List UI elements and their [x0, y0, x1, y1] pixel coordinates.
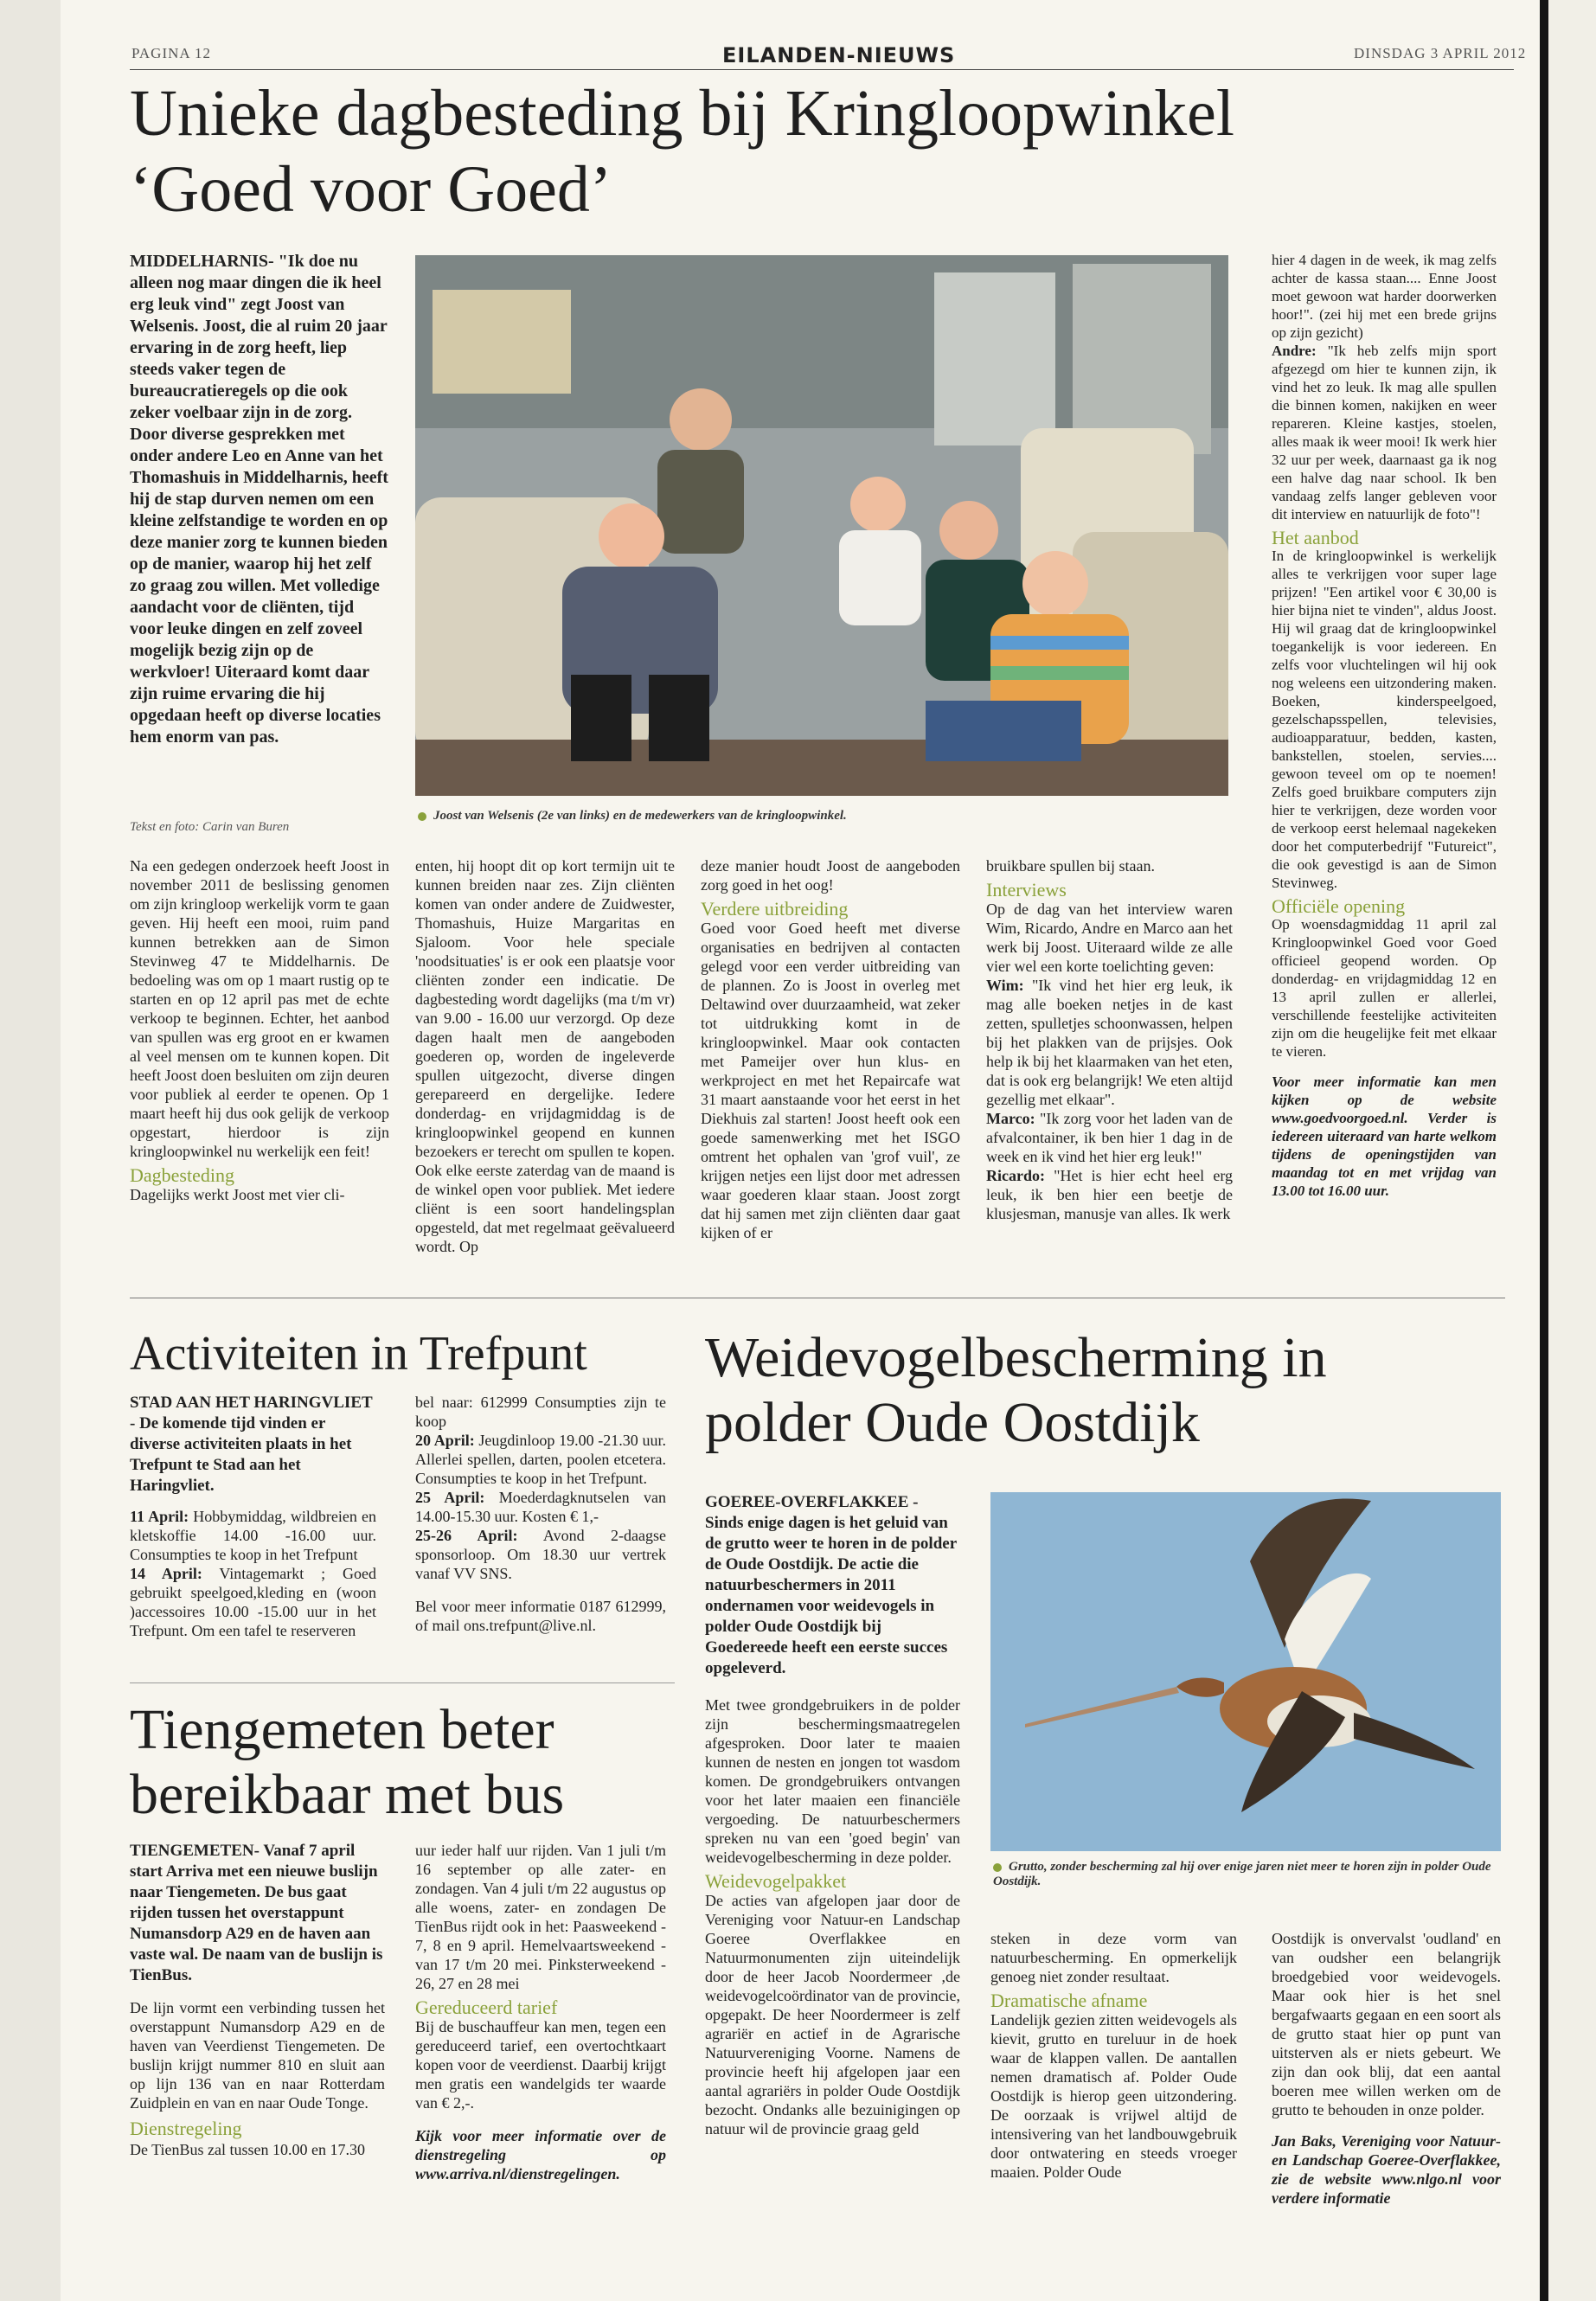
article1-col5-text3: Op woensdagmiddag 11 april zal Kringloopwinkel Goed voor Goed officieel geopend worden. Op donderdag- en vrijdagmiddag 12 en 13 april zullen er allerlei, verschillende feestelijke activiteiten zijn om die heugelijke feit met elkaar te vieren.	[1272, 916, 1497, 1060]
staff-photo-illustration	[415, 255, 1228, 796]
newspaper-logo: EILANDEN-NIEUWS	[722, 43, 956, 67]
article3-title-line2: bereikbaar met bus	[130, 1763, 565, 1826]
article1-col1	[130, 856, 389, 1204]
article1-caption-text: Joost van Welsenis (2e van links) en de medewerkers van de kringloopwinkel.	[433, 809, 847, 823]
article1-col2: enten, hij hoopt dit op kort termijn uit te kunnen breiden naar zes. Zijn cliënten komen van onder andere de Zuidwester, Thomashuis, Huize Margaritas en Sjaloom. Voor hele speciale 'noodsituaties' is er ook een plaatsje voor cliënten zonder een indicatie. De dagbesteding wordt dagelijks (ma t/m vr) van 9.00 - 16.00 uur verzorgd. Op deze dagen haalt men de aangeboden goederen op, worden de ingeleverde spullen uitgezocht, diverse dingen gerepareerd en dergelijke. Iedere donderdag- en vrijdagmiddag is de kringloopwinkel geopend en kunnen bezoekers er terecht om spullen te kopen. Ook elke eerste zaterdag van de maand is de winkel open voor publiek. Met iedere cliënt is een soort handelingsplan opgesteld, dat met regelmaat geëvalueerd wordt. Op	[415, 857, 675, 1255]
subhead-gereduceerd-tarief: Gereduceerd tarief	[415, 1997, 558, 2018]
subhead-weidevogelpakket: Weidevogelpakket	[705, 1870, 847, 1892]
wim-quote: "Ik vind het hier erg leuk, ik mag alle boeken netjes in de kast zetten, spulletjes schoonwassen, helpen bij het plakken van de prijsjes. Ook help ik bij het klaarmaken van het eten, dat is ook erg belangrijk! We eten altijd gezellig met elkaar".	[986, 977, 1233, 1108]
article1-col5	[1272, 251, 1497, 1200]
interview-wim	[986, 976, 1233, 1109]
header-rule	[130, 69, 1514, 70]
article2-title: Activiteiten in Trefpunt	[130, 1327, 587, 1381]
kringloop-staff-photo	[415, 255, 1228, 796]
article1-footer: Voor meer informatie kan men kijken op de website www.goedvoorgoed.nl. Verder is iedereen uiteraard van harte welkom tijdens de openingstijden van maandag tot en met vrijdag van 13.00 tot 16.00 uur.	[1272, 1074, 1497, 1199]
trefpunt-item-25-26-april	[415, 1526, 666, 1583]
trefpunt-item-20-april	[415, 1431, 666, 1488]
article1-credit: Tekst en foto: Carin van Buren	[130, 820, 290, 834]
item5-text: Avond 2-daagse sponsorloop. Om 18.30 uur vertrek vanaf VV SNS.	[415, 1527, 666, 1582]
article1-col3-text2: Goed voor Goed heeft met diverse organisaties en bedrijven al contacten gelegd voor een verder uitbreiding van de plannen. Zo is Joost in overleg met Deltawind over duurzaamheid, wat zeker tot uitdrukking komt in de kringloopwinkel. Maar ook contacten met Pameijer over hun klus- en werkproject en met het Repaircafe wat 31 maart aanstaande voor het eerst in het Diekhuis zal starten! Joost heeft ook een goede samenwerking met het ISGO omtrent het ophalen van 'grof vuil', ze krijgen netjes een lijst door met adressen waar goederen klaar staan. Joost zorgt dat hij samen met zijn cliënten daar gaat kijken of er	[701, 920, 960, 1241]
article1-title-line1: Unieke dagbesteding bij Kringloopwinkel	[130, 77, 1234, 150]
article3-lead: TIENGEMETEN- Vanaf 7 april start Arriva met een nieuwe buslijn naar Tiengemeten. De bus gaat rijden tussen het overstappunt Numansdorp A29 en de haven aan vaste wal. De naam van de buslijn is TienBus.	[130, 1842, 383, 1984]
wim-label: Wim:	[986, 977, 1024, 994]
article2-lead: STAD AAN HET HARINGVLIET - De komende tijd vinden er diverse activiteiten plaats in het Trefpunt te Stad aan het Haringvliet.	[130, 1394, 373, 1495]
trefpunt-item-25-april	[415, 1488, 666, 1526]
item5-label: 25-26 April:	[415, 1527, 518, 1544]
article2-footer: Bel voor meer informatie 0187 612999, of mail ons.trefpunt@live.nl.	[415, 1598, 666, 1634]
subhead-het-aanbod: Het aanbod	[1272, 527, 1359, 548]
page-binding-shadow	[1540, 0, 1548, 2301]
grutto-photo	[990, 1492, 1501, 1851]
marco-label: Marco:	[986, 1110, 1035, 1127]
article4-col2-text: steken in deze vorm van natuurbescherming. En opmerkelijk genoeg niet zonder resultaat.	[990, 1930, 1237, 1985]
article3-col1-text2: De TienBus zal tussen 10.00 en 17.30	[130, 2141, 365, 2158]
trefpunt-item-11-april	[130, 1507, 376, 1564]
item4-label: 25 April:	[415, 1489, 485, 1506]
subhead-dagbesteding: Dagbesteding	[130, 1164, 234, 1186]
article4-col2-text2: Landelijk gezien zitten weidevogels als kievit, grutto en tureluur in de hoek waar de klappen vallen. De aantallen nemen dramatisch af. Polder Oude Oostdijk is hierop geen uitzondering. De oorzaak is vrijwel altijd de intensivering van het landbouwgebruik door ontwatering en steeds vroeger maaien. Polder Oude	[990, 2011, 1237, 2181]
ricardo-quote: "Het is hier echt heel erg leuk, ik ben hier een beetje de klusjesman, manusje van alles. Ik werk	[986, 1167, 1234, 1222]
article4-col2	[990, 1929, 1237, 2182]
article1-photo-caption	[418, 809, 1222, 824]
subhead-verdere-uitbreiding: Verdere uitbreiding	[701, 898, 849, 920]
article1-col4-text: bruikbare spullen bij staan.	[986, 857, 1155, 875]
grutto-bird-illustration	[990, 1492, 1501, 1851]
article4-col1-text: Met twee grondgebruikers in de polder zijn beschermingsmaatregelen afgesproken. Door later te maaien kunnen de nesten en jongen tot wasdom komen. De grondgebruikers ontvangen voor het later maaien een financiële vergoeding. De natuurbeschermers spreken nu van een 'goed begin' van weidevogelbescherming in deze polder.	[705, 1696, 960, 1866]
article3-title-line1: Tiengemeten beter	[130, 1698, 554, 1761]
andre-label: Andre:	[1272, 343, 1317, 359]
trefpunt-item-14-april	[130, 1564, 376, 1640]
page-left-margin	[0, 0, 61, 2301]
article4-title-line2: polder Oude Oostdijk	[705, 1391, 1200, 1454]
interviews-intro: Op de dag van het interview waren Wim, Ricardo, Andre en Marco aan het werk bij Joost. Uiteraard wilde ze alle vier wel een korte toelichting geven:	[986, 901, 1233, 975]
article1-lead: MIDDELHARNIS- "Ik doe nu alleen nog maar dingen die ik heel erg leuk vind" zegt Joost van Welsenis. Joost, die al ruim 20 jaar ervaring in de zorg heeft, liep steeds vaker tegen de bureaucratieregels op die ook zeker voelbaar zijn in de zorg. Door diverse gesprekken met onder andere Leo en Anne van het Thomashuis in Middelharnis, heeft hij de stap durven nemen om een kleine zelfstandige te worden en op deze manier zorg te kunnen bieden op de manier, waarop hij het zelf zo graag zou willen. Met volledige aandacht voor de cliënten, tijd voor leuke dingen en zelf zoveel mogelijk bezig zijn op de werkvloer! Uiteraard komt daar zijn ruime ervaring die hij opgedaan heeft op diverse locaties hem enorm van pas.	[130, 252, 388, 747]
article1-col4	[986, 856, 1233, 1223]
article3-col1	[130, 1841, 385, 2159]
article1-col1-text: Na een gedegen onderzoek heeft Joost in november 2011 de beslissing genomen om zijn kringloop werkelijk vorm te gaan geven. Hij heeft een mooi, ruim pand kunnen betrekken aan de Simon Stevinweg 47 te Middelharnis. De bedoeling was om op 1 maart rustig op te starten en op 12 april pas met de echte verkoop te beginnen. Echter, het aanbod van spullen was erg groot en er kwamen al veel mensen om te kunnen kopen. Dit heeft Joost doen besluiten om zijn deuren voor publiek al eerder te openen. Op 1 maart heeft hij dus ook gelijk de verkoop opgestart, hierdoor is zijn kringloopwinkel nu werkelijk een feit!	[130, 857, 389, 1160]
andre-quote: "Ik heb zelfs mijn sport afgezegd om hier te kunnen zijn, ik vind het zo leuk. Ik mag alle spullen die binnen komen, nakijken en weer repareren. Kleine kastjes, stoelen, alles maak ik weer mooi! Ik werk hier 32 uur per week, daarnaast ga ik nog een halve dag naar school. Ik ben vandaag zelfs langer gebleven voor dit interview en natuurlijk de foto"!	[1272, 343, 1497, 522]
article1-col5-text: hier 4 dagen in de week, ik mag zelfs achter de kassa staan.... Enne Joost moet gewoon wat harder doorwerken hoor!". (zei hij met een brede grijns op zijn gezicht)	[1272, 252, 1497, 341]
article1-col1-text2: Dagelijks werkt Joost met vier cli-	[130, 1186, 345, 1203]
article4-col1	[705, 1695, 960, 2138]
ricardo-label: Ricardo:	[986, 1167, 1045, 1184]
subhead-dienstregeling: Dienstregeling	[130, 2118, 242, 2139]
caption-bullet-icon	[993, 1863, 1002, 1872]
article4-col1-text2: De acties van afgelopen jaar door de Vereniging voor Natuur-en Landschap Goeree Overflakkee en Natuurmonumenten zijn uiteindelijk door de heer Jacob Noordermeer ,de weidevogelcoördinator van de provincie, opgepakt. De heer Noordermeer is zelf agrariër en actief in de Agrarische Natuurvereniging Voorne. Namens de provincie heeft hij afgelopen jaar een aantal agrariërs in polder Oude Oostdijk bezocht. Ondanks alle bezuinigingen op natuur wil de provincie graag geld	[705, 1892, 960, 2138]
article4-footer: Jan Baks, Vereniging voor Natuur- en Landschap Goeree-Overflakkee, zie de website www.nlgo.nl voor verdere informatie	[1272, 2132, 1501, 2207]
article2-col2	[415, 1393, 666, 1635]
item3-label: 20 April:	[415, 1432, 475, 1449]
article4-col3-text: Oostdijk is onvervalst 'oudland' en van oudsher een belangrijk broedgebied voor weidevogels. Maar ook hier is het snel bergafwaarts gegaan en een soort als de grutto staat hier op punt van uitsterven als er niets gebeurt. We zijn dan ook blij, dat een aantal boeren mee willen werken om de grutto te behouden in onze polder.	[1272, 1930, 1501, 2118]
article1-title-line2: ‘Goed voor Goed’	[130, 153, 612, 226]
article3-footer: Kijk voor meer informatie over de dienstregeling op www.arriva.nl/dienstregelingen.	[415, 2127, 666, 2182]
article2-col1	[130, 1393, 376, 1640]
caption-bullet-icon	[418, 812, 426, 821]
item1-text: Hobbymiddag, wildbreien en kletskoffie 14.00 -16.00 uur. Consumpties te koop in het Trefpunt	[130, 1508, 376, 1563]
article3-divider	[130, 1682, 675, 1683]
article4-title-line1: Weidevogelbescherming in	[705, 1326, 1327, 1389]
interview-ricardo	[986, 1166, 1233, 1223]
interview-marco	[986, 1109, 1233, 1166]
subhead-officiele-opening: Officiële opening	[1272, 895, 1406, 917]
page-label: PAGINA 12	[131, 45, 211, 61]
article3-col1-text: De lijn vormt een verbinding tussen het overstappunt Numansdorp A29 en de haven van Veerdienst Tiengemeten. De buslijn krijgt nummer 810 en sluit aan op lijn 136 van en naar Rotterdam Zuidplein en van en naar Oude Tonge.	[130, 1999, 385, 2112]
article4-col3	[1272, 1929, 1501, 2208]
article3-col2	[415, 1841, 666, 2183]
article2-col2-text: bel naar: 612999 Consumpties zijn te koop	[415, 1394, 666, 1430]
item3-text: Jeugdinloop 19.00 -21.30 uur. Allerlei spellen, darten, poolen etcetera. Consumpties te koop in het Trefpunt.	[415, 1432, 666, 1487]
item1-label: 11 April:	[130, 1508, 189, 1525]
issue-date: DINSDAG 3 APRIL 2012	[1354, 45, 1527, 61]
subhead-dramatische-afname: Dramatische afname	[990, 1990, 1148, 2011]
item2-text: Vintagemarkt ; Goed gebruikt speelgoed,kleding en (woon )accessoires 10.00 -15.00 uur in het Trefpunt. Om een tafel te reserveren	[130, 1565, 376, 1639]
subhead-interviews: Interviews	[986, 879, 1067, 901]
marco-quote: "Ik zorg voor het laden van de afvalcontainer, ik ben hier 1 dag in de week en ik vind het hier erg leuk!"	[986, 1110, 1233, 1165]
interview-andre	[1272, 342, 1497, 523]
article1-col3-text: deze manier houdt Joost de aangeboden zorg goed in het oog!	[701, 857, 960, 894]
item2-label: 14 April:	[130, 1565, 202, 1582]
article3-col2-text2: Bij de buschauffeur kan men, tegen een gereduceerd tarief, een overtochtkaart kopen voor de veerdienst. Daarbij krijgt men gratis een wandelgids ter waarde van € 2,-.	[415, 2018, 666, 2112]
article1-col3	[701, 856, 960, 1242]
article3-col2-text: uur ieder half uur rijden. Van 1 juli t/m 16 september op alle zater- en zondagen. Van 4 juli t/m 22 augustus op alle woens, zater- en zondagen De TienBus rijdt ook in het: Paasweekend - 7, 8 en 9 april. Hemelvaartsweekend - van 17 t/m 20 mei. Pinksterweekend - 26, 27 en 28 mei	[415, 1842, 666, 1992]
article4-lead: GOEREE-OVERFLAKKEE - Sinds enige dagen is het geluid van de grutto weer te horen in de polder de Oude Oostdijk. De actie die natuurbeschermers in 2011 ondernamen voor weidevogels in polder Oude Oostdijk bij Goedereede heeft een eerste succes opgeleverd.	[705, 1493, 957, 1677]
item4-text: Moederdagknutselen van 14.00-15.30 uur. Kosten € 1,-	[415, 1489, 666, 1525]
article1-col5-text2: In de kringloopwinkel is werkelijk alles te verkrijgen voor super lage prijzen! "Een artikel voor € 30,00 is hier bijna niet te vinden", aldus Joost. Hij wil graag dat de kringloopwinkel toegankelijk is voor iedereen. En zelfs voor vluchtelingen wil hij ook nog weleens een uitzondering maken. Boeken, kinderspeelgoed, gezelschapsspellen, televisies, audioapparatuur, bedden, kasten, bankstellen, stoelen, servies.... gewoon teveel om op te noemen! Zelfs goed bruikbare computers zijn hier te verkrijgen, deze worden voor de verkoop eerst helemaal nagekeken door het computerbedrijf "Futureict", die ook gevestigd is aan de Simon Stevinweg.	[1272, 548, 1497, 891]
article4-caption-text: Grutto, zonder bescherming zal hij over enige jaren niet meer te horen zijn in polder Oude Oostdijk.	[993, 1860, 1491, 1888]
article4-photo-caption	[993, 1860, 1499, 1889]
